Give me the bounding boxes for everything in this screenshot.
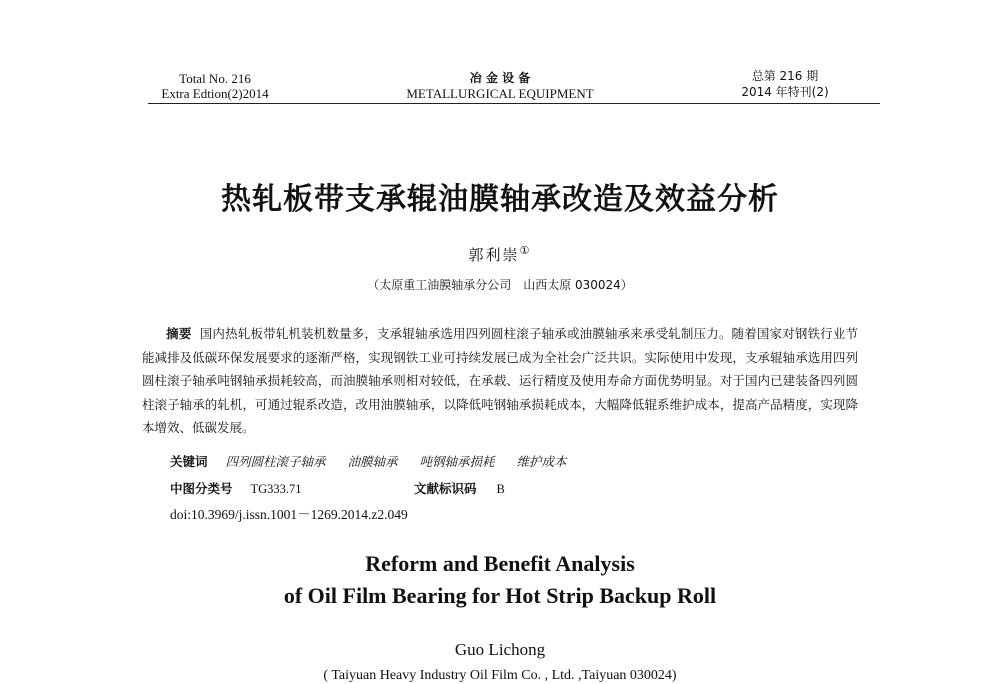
header-center bbox=[380, 71, 620, 101]
keywords-row bbox=[170, 452, 585, 470]
english-affiliation: ( Taiyuan Heavy Industry Oil Film Co. , Ltd. ,Taiyuan 030024) bbox=[323, 668, 677, 683]
abstract-label: 摘要 bbox=[166, 326, 192, 341]
author-line bbox=[0, 244, 1000, 265]
keyword: 油膜轴承 bbox=[347, 454, 398, 469]
header-issue-special: 2014 年特刊(2) bbox=[741, 85, 829, 99]
header-right bbox=[720, 68, 850, 100]
author-name: 郭利崇 bbox=[468, 246, 520, 264]
header-edition: Extra Edtion(2)2014 bbox=[161, 86, 269, 101]
doc-code-label: 文献标识码 bbox=[414, 481, 477, 496]
keyword: 吨钢轴承损耗 bbox=[419, 454, 495, 469]
abstract bbox=[142, 322, 858, 440]
header-total-no: Total No. 216 bbox=[179, 71, 251, 86]
english-title-line2: of Oil Film Bearing for Hot Strip Backup Roll bbox=[283, 583, 717, 608]
header-rule bbox=[148, 103, 880, 104]
author-footnote-mark: ① bbox=[519, 244, 532, 257]
keyword: 维护成本 bbox=[516, 454, 567, 469]
keyword: 四列圆柱滚子轴承 bbox=[225, 454, 326, 469]
journal-name-en: METALLURGICAL EQUIPMENT bbox=[406, 86, 594, 101]
abstract-text: 国内热轧板带轧机装机数量多，支承辊轴承选用四列圆柱滚子轴承或油膜轴承来承受轧制压力。随着国家对钢铁行业节能减排及低碳环保发展要求的逐渐严格，实现钢铁工业可持续发展已成为全社会广泛共识。实际使用中发现，支承辊轴承选用四列圆柱滚子轴承吨钢轴承损耗较高，而油膜轴承则相对较低，在承载、运行精度及使用寿命方面优势明显。对于国内已建装备四列圆柱滚子轴承的轧机，可通过辊系改造，改用油膜轴承，以降低吨钢轴承损耗成本，大幅降低辊系维护成本，提高产品精度，实现降本增效、低碳发展。 bbox=[142, 326, 858, 435]
classification-row bbox=[170, 479, 302, 497]
clc-value: TG333.71 bbox=[250, 482, 302, 496]
doi: doi:10.3969/j.issn.1001－1269.2014.z2.049 bbox=[170, 507, 408, 522]
header-issue-total: 总第 216 期 bbox=[751, 69, 819, 83]
affiliation: （太原重工油膜轴承分公司 山西太原 030024） bbox=[367, 278, 633, 292]
keywords-label: 关键词 bbox=[170, 454, 208, 469]
journal-name-cn: 冶 金 设 备 bbox=[469, 71, 531, 85]
doc-code-value: B bbox=[496, 482, 505, 496]
doc-code-row bbox=[414, 479, 505, 497]
clc-label: 中图分类号 bbox=[170, 481, 233, 496]
english-title-line1: Reform and Benefit Analysis bbox=[365, 551, 635, 576]
header-left bbox=[150, 71, 280, 101]
paper-title: 热轧板带支承辊油膜轴承改造及效益分析 bbox=[221, 182, 779, 217]
english-author: Guo Lichong bbox=[454, 640, 546, 659]
